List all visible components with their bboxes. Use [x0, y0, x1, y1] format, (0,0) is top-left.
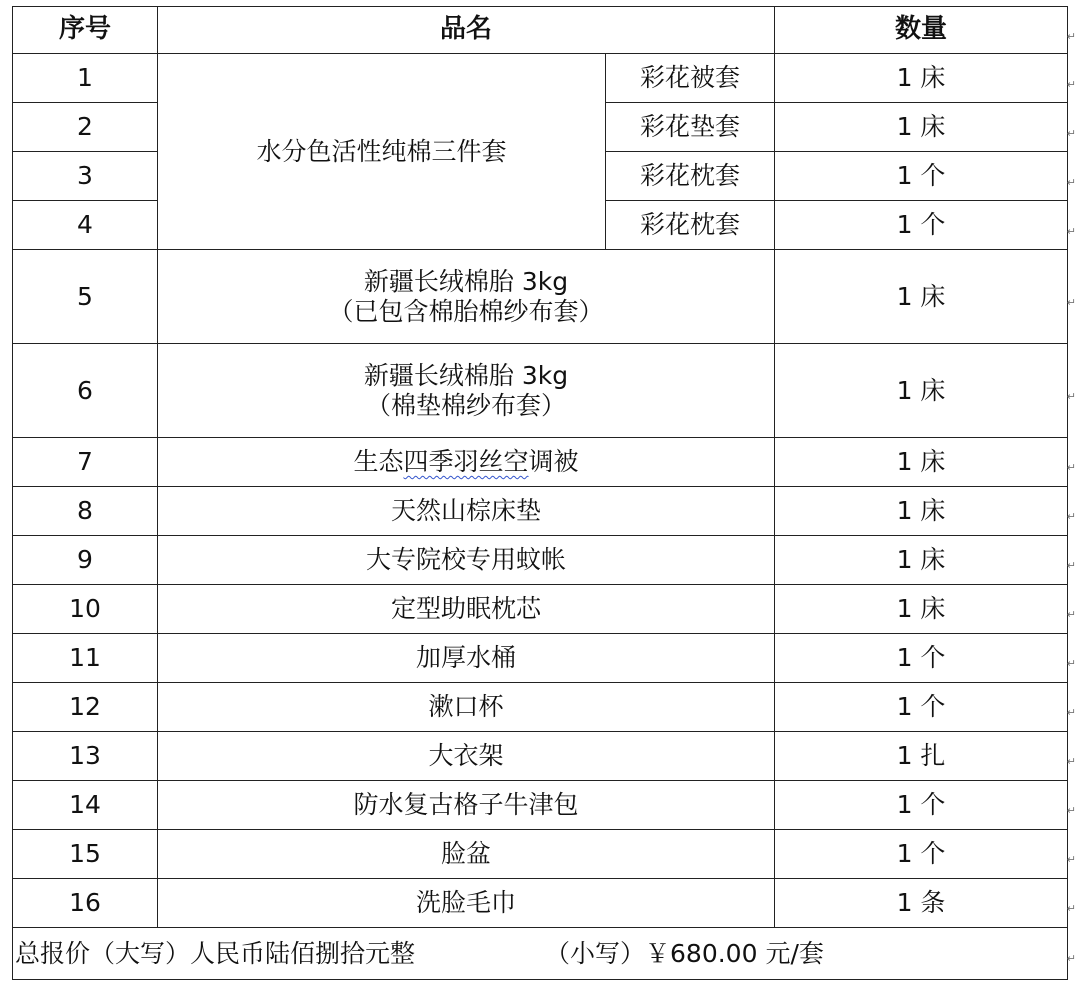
paragraph-mark: ↵ — [1066, 30, 1076, 43]
paragraph-mark: ↵ — [1066, 706, 1076, 719]
paragraph-mark: ↵ — [1066, 952, 1076, 965]
table-row — [13, 487, 1068, 536]
row-index: 12 — [13, 683, 158, 732]
item-name: 天然山棕床垫 — [158, 487, 775, 536]
table-row — [13, 879, 1068, 928]
set-item-name: 彩花枕套 — [606, 152, 775, 201]
row-index: 1 — [13, 54, 158, 103]
table-row — [13, 781, 1068, 830]
table-row — [13, 585, 1068, 634]
header-index: 序号 — [13, 7, 158, 54]
row-qty: 1 床 — [775, 536, 1068, 585]
table-row — [13, 830, 1068, 879]
paragraph-mark: ↵ — [1066, 510, 1076, 523]
row-qty: 1 个 — [775, 781, 1068, 830]
row-qty: 1 床 — [775, 103, 1068, 152]
item-name — [158, 250, 775, 344]
row-index: 6 — [13, 344, 158, 438]
item-name-line2: （棉垫棉纱布套） — [366, 390, 567, 420]
paragraph-mark: ↵ — [1066, 390, 1076, 403]
item-name: 脸盆 — [158, 830, 775, 879]
total-price — [13, 928, 1068, 980]
table-row — [13, 250, 1068, 344]
total-upper: 总报价（大写）人民币陆佰捌拾元整 — [15, 938, 416, 968]
table-row — [13, 344, 1068, 438]
item-name-line1: 新疆长绒棉胎 3kg — [363, 360, 569, 390]
paragraph-mark: ↵ — [1066, 78, 1076, 91]
paragraph-mark: ↵ — [1066, 225, 1076, 238]
row-qty: 1 床 — [775, 487, 1068, 536]
row-index: 14 — [13, 781, 158, 830]
paragraph-mark: ↵ — [1066, 804, 1076, 817]
item-name — [158, 438, 775, 487]
paragraph-mark: ↵ — [1066, 853, 1076, 866]
paragraph-mark: ↵ — [1066, 127, 1076, 140]
set-item-name: 彩花枕套 — [606, 201, 775, 250]
set-group-name: 水分色活性纯棉三件套 — [158, 54, 606, 250]
row-qty: 1 床 — [775, 250, 1068, 344]
row-qty: 1 个 — [775, 152, 1068, 201]
item-name: 加厚水桶 — [158, 634, 775, 683]
paragraph-mark: ↵ — [1066, 657, 1076, 670]
item-name: 防水复古格子牛津包 — [158, 781, 775, 830]
row-qty: 1 扎 — [775, 732, 1068, 781]
item-name-part: 生态 — [353, 447, 404, 476]
row-qty: 1 个 — [775, 683, 1068, 732]
paragraph-mark: ↵ — [1066, 559, 1076, 572]
table-row — [13, 634, 1068, 683]
item-name-line2: （已包含棉胎棉纱布套） — [328, 296, 604, 326]
row-index: 2 — [13, 103, 158, 152]
item-name-part: 调被 — [528, 447, 579, 476]
header-name: 品名 — [158, 7, 775, 54]
item-name: 漱口杯 — [158, 683, 775, 732]
row-qty: 1 床 — [775, 344, 1068, 438]
table-row — [13, 683, 1068, 732]
item-name: 大衣架 — [158, 732, 775, 781]
row-index: 4 — [13, 201, 158, 250]
item-name: 大专院校专用蚊帐 — [158, 536, 775, 585]
total-lower: （小写）￥680.00 元/套 — [545, 938, 824, 968]
total-row — [13, 928, 1068, 980]
paragraph-mark: ↵ — [1066, 608, 1076, 621]
table-row — [13, 438, 1068, 487]
item-name-line1: 新疆长绒棉胎 3kg — [363, 266, 569, 296]
row-index: 10 — [13, 585, 158, 634]
paragraph-mark: ↵ — [1066, 461, 1076, 474]
row-qty: 1 个 — [775, 830, 1068, 879]
table-row — [13, 536, 1068, 585]
row-qty: 1 床 — [775, 54, 1068, 103]
row-index: 15 — [13, 830, 158, 879]
paragraph-mark: ↵ — [1066, 176, 1076, 189]
header-qty: 数量 — [775, 7, 1068, 54]
row-index: 3 — [13, 152, 158, 201]
row-index: 11 — [13, 634, 158, 683]
table-row — [13, 54, 1068, 103]
row-qty: 1 条 — [775, 879, 1068, 928]
row-index: 13 — [13, 732, 158, 781]
header-row — [13, 7, 1068, 54]
item-name: 洗脸毛巾 — [158, 879, 775, 928]
row-qty: 1 床 — [775, 438, 1068, 487]
quote-table — [12, 6, 1068, 980]
paragraph-mark: ↵ — [1066, 902, 1076, 915]
row-qty: 1 个 — [775, 201, 1068, 250]
set-item-name: 彩花垫套 — [606, 103, 775, 152]
item-name: 定型助眠枕芯 — [158, 585, 775, 634]
row-index: 8 — [13, 487, 158, 536]
row-qty: 1 床 — [775, 585, 1068, 634]
row-index: 5 — [13, 250, 158, 344]
row-index: 9 — [13, 536, 158, 585]
row-index: 7 — [13, 438, 158, 487]
set-item-name: 彩花被套 — [606, 54, 775, 103]
paragraph-mark: ↵ — [1066, 296, 1076, 309]
row-index: 16 — [13, 879, 158, 928]
paragraph-marks — [1066, 6, 1076, 983]
spellcheck-underlined-text: 四季羽丝空 — [403, 447, 529, 476]
item-name — [158, 344, 775, 438]
table-row — [13, 732, 1068, 781]
row-qty: 1 个 — [775, 634, 1068, 683]
paragraph-mark: ↵ — [1066, 755, 1076, 768]
